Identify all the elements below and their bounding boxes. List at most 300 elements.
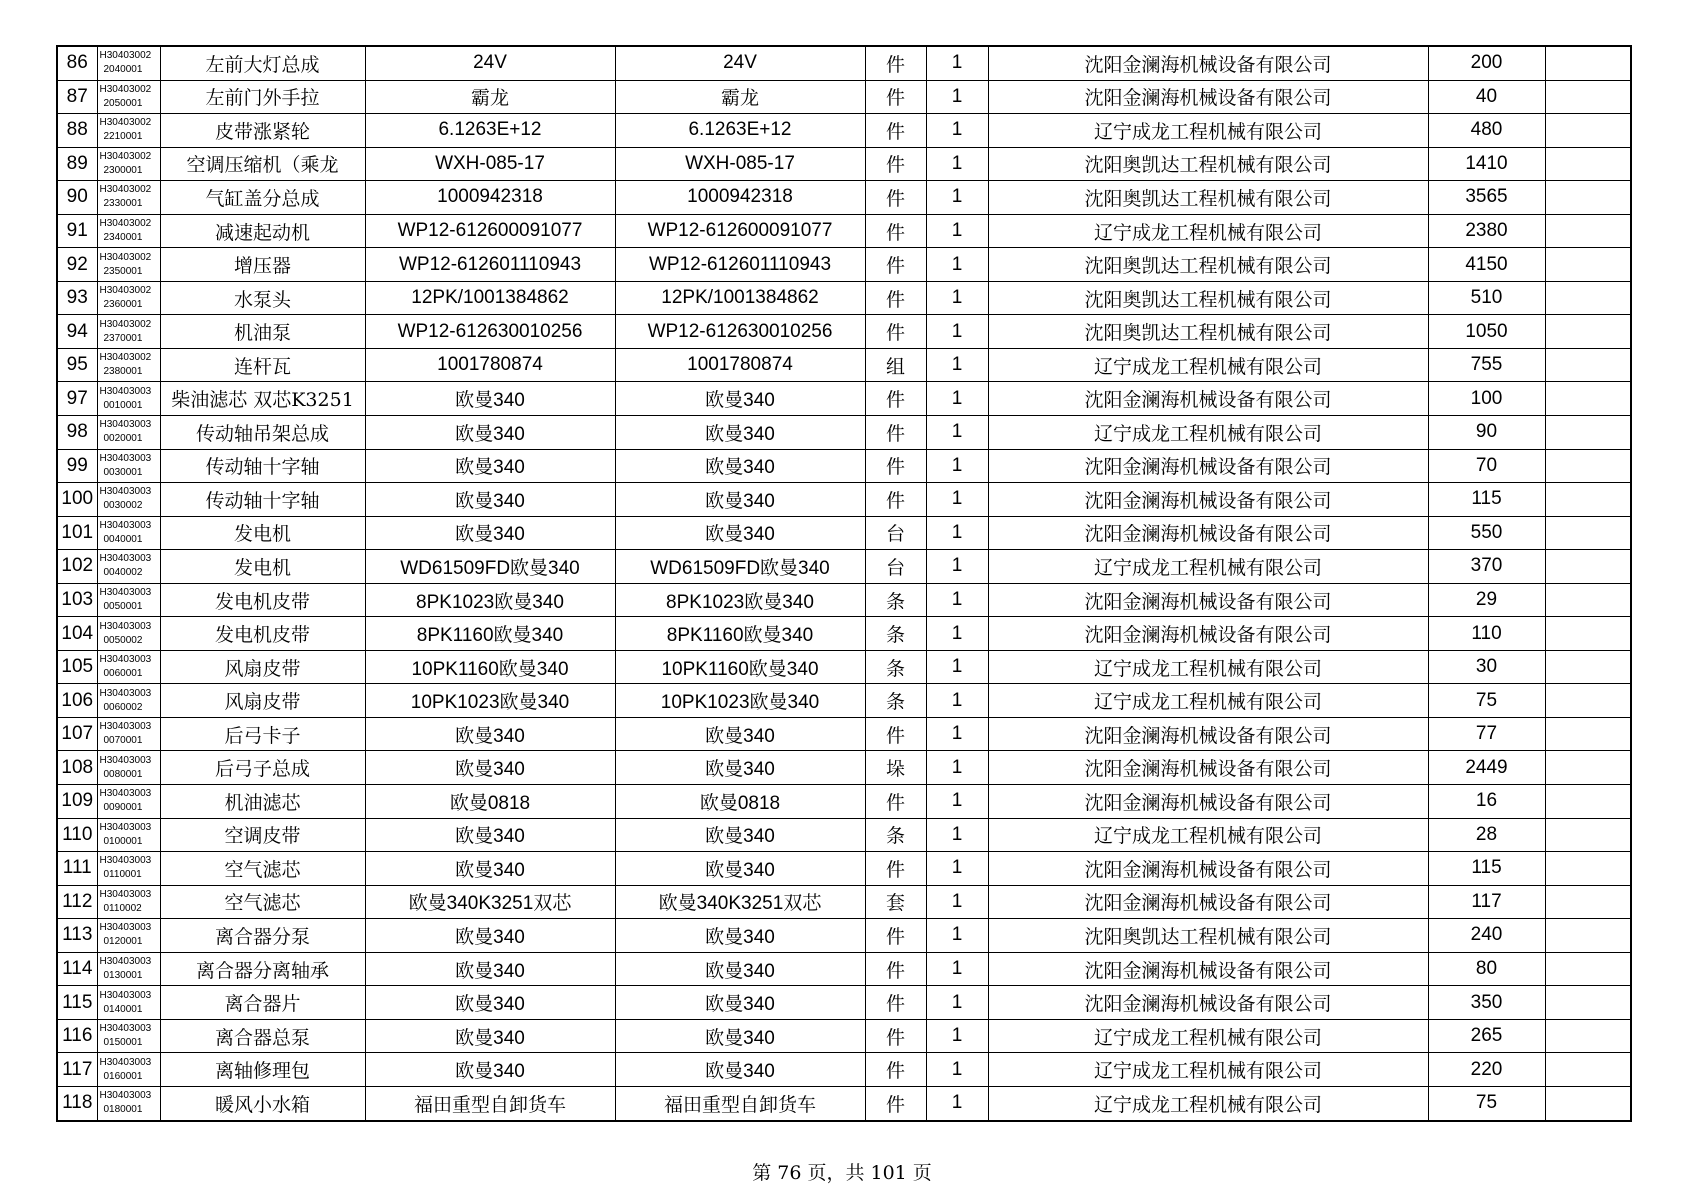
supplier-cell: 沈阳金澜海机械设备有限公司 [988, 717, 1428, 751]
row-number-cell: 94 [57, 315, 97, 349]
unit-cell: 垛 [865, 751, 926, 785]
item-name-cell: 气缸盖分总成 [160, 181, 365, 215]
table-row [57, 483, 1631, 517]
item-code-line2: 0070001 [103, 735, 143, 747]
supplier-cell: 沈阳金澜海机械设备有限公司 [988, 46, 1428, 80]
model-cell: 欧曼340 [615, 852, 865, 886]
spec-cell: 8PK1023欧曼340 [365, 583, 615, 617]
supplier-cell: 沈阳奥凯达工程机械有限公司 [988, 181, 1428, 215]
quantity-cell: 1 [926, 1086, 988, 1120]
row-number-cell: 111 [57, 852, 97, 886]
item-code-cell [97, 1086, 160, 1120]
spec-cell: WP12-612600091077 [365, 214, 615, 248]
price-cell: 265 [1428, 1019, 1545, 1053]
price-cell: 2380 [1428, 214, 1545, 248]
item-code-line1: H30403003 [99, 1090, 152, 1102]
model-cell: WP12-612630010256 [615, 315, 865, 349]
spec-cell: 1000942318 [365, 181, 615, 215]
item-code-line2: 0010001 [103, 399, 143, 411]
item-name-cell: 水泵头 [160, 281, 365, 315]
item-code-cell [97, 214, 160, 248]
remark-cell [1545, 80, 1631, 114]
model-cell: 欧曼340 [615, 818, 865, 852]
item-name-cell: 离合器片 [160, 986, 365, 1020]
quantity-cell: 1 [926, 80, 988, 114]
item-code-line2: 0100001 [103, 835, 143, 847]
item-code-cell [97, 919, 160, 953]
price-cell: 16 [1428, 785, 1545, 819]
model-cell: 8PK1160欧曼340 [615, 617, 865, 651]
table-row [57, 986, 1631, 1020]
item-code-line2: 0110002 [103, 902, 142, 914]
item-name-cell: 连杆瓦 [160, 348, 365, 382]
spec-cell: 欧曼340 [365, 986, 615, 1020]
item-code-cell [97, 1053, 160, 1087]
item-code-line1: H30403003 [99, 922, 152, 934]
unit-cell: 件 [865, 147, 926, 181]
table-row [57, 583, 1631, 617]
item-code-line2: 0040001 [103, 533, 143, 545]
model-cell: 欧曼340 [615, 516, 865, 550]
supplier-cell: 沈阳金澜海机械设备有限公司 [988, 516, 1428, 550]
item-code-line2: 0150001 [103, 1037, 143, 1049]
model-cell: 24V [615, 46, 865, 80]
model-cell: 欧曼340 [615, 717, 865, 751]
row-number-cell: 103 [57, 583, 97, 617]
item-name-cell: 柴油滤芯 双芯K3251 [160, 382, 365, 416]
spec-cell: 福田重型自卸货车 [365, 1086, 615, 1120]
spec-cell: 12PK/1001384862 [365, 281, 615, 315]
model-cell: 1001780874 [615, 348, 865, 382]
supplier-cell: 沈阳金澜海机械设备有限公司 [988, 751, 1428, 785]
model-cell: 欧曼340 [615, 449, 865, 483]
item-code-line1: H30403002 [99, 117, 152, 129]
item-name-cell: 传动轴十字轴 [160, 449, 365, 483]
spec-cell: WXH-085-17 [365, 147, 615, 181]
item-code-line1: H30403003 [99, 654, 152, 666]
price-cell: 117 [1428, 885, 1545, 919]
quantity-cell: 1 [926, 248, 988, 282]
item-name-cell: 左前大灯总成 [160, 46, 365, 80]
item-code-line1: H30403002 [99, 184, 152, 196]
item-code-line1: H30403002 [99, 251, 152, 263]
item-code-line2: 0080001 [103, 768, 143, 780]
item-name-cell: 空调皮带 [160, 818, 365, 852]
item-code-line2: 2350001 [103, 265, 143, 277]
item-code-line1: H30403003 [99, 553, 152, 565]
spec-cell: WD61509FD欧曼340 [365, 550, 615, 584]
row-number-cell: 104 [57, 617, 97, 651]
quantity-cell: 1 [926, 46, 988, 80]
unit-cell: 件 [865, 785, 926, 819]
quantity-cell: 1 [926, 1019, 988, 1053]
unit-cell: 件 [865, 717, 926, 751]
item-name-cell: 机油滤芯 [160, 785, 365, 819]
item-name-cell: 后弓卡子 [160, 717, 365, 751]
price-cell: 75 [1428, 1086, 1545, 1120]
unit-cell: 件 [865, 114, 926, 148]
quantity-cell: 1 [926, 617, 988, 651]
model-cell: 福田重型自卸货车 [615, 1086, 865, 1120]
row-number-cell: 89 [57, 147, 97, 181]
model-cell: 欧曼340 [615, 1019, 865, 1053]
spec-cell: 欧曼340 [365, 852, 615, 886]
row-number-cell: 87 [57, 80, 97, 114]
spec-cell: 6.1263E+12 [365, 114, 615, 148]
row-number-cell: 88 [57, 114, 97, 148]
row-number-cell: 92 [57, 248, 97, 282]
supplier-cell: 沈阳奥凯达工程机械有限公司 [988, 281, 1428, 315]
item-code-cell [97, 483, 160, 517]
unit-cell: 条 [865, 684, 926, 718]
spec-cell: 欧曼0818 [365, 785, 615, 819]
price-cell: 2449 [1428, 751, 1545, 785]
table-row [57, 248, 1631, 282]
table-row [57, 114, 1631, 148]
price-cell: 90 [1428, 416, 1545, 450]
item-name-cell: 风扇皮带 [160, 650, 365, 684]
item-code-line1: H30403003 [99, 1056, 152, 1068]
unit-cell: 件 [865, 449, 926, 483]
row-number-cell: 91 [57, 214, 97, 248]
model-cell: 欧曼340 [615, 919, 865, 953]
price-cell: 755 [1428, 348, 1545, 382]
model-cell: 欧曼0818 [615, 785, 865, 819]
remark-cell [1545, 885, 1631, 919]
row-number-cell: 100 [57, 483, 97, 517]
row-number-cell: 113 [57, 919, 97, 953]
quantity-cell: 1 [926, 449, 988, 483]
supplier-cell: 沈阳金澜海机械设备有限公司 [988, 785, 1428, 819]
price-cell: 110 [1428, 617, 1545, 651]
item-name-cell: 离合器分离轴承 [160, 952, 365, 986]
supplier-cell: 沈阳金澜海机械设备有限公司 [988, 80, 1428, 114]
quantity-cell: 1 [926, 1053, 988, 1087]
remark-cell [1545, 684, 1631, 718]
unit-cell: 件 [865, 852, 926, 886]
item-code-line2: 0060002 [103, 701, 143, 713]
item-name-cell: 减速起动机 [160, 214, 365, 248]
table-row [57, 46, 1631, 80]
item-code-cell [97, 315, 160, 349]
item-code-line1: H30403003 [99, 452, 152, 464]
unit-cell: 件 [865, 986, 926, 1020]
supplier-cell: 辽宁成龙工程机械有限公司 [988, 214, 1428, 248]
price-cell: 80 [1428, 952, 1545, 986]
model-cell: 10PK1160欧曼340 [615, 650, 865, 684]
row-number-cell: 106 [57, 684, 97, 718]
unit-cell: 台 [865, 516, 926, 550]
item-name-cell: 空气滤芯 [160, 885, 365, 919]
item-code-line2: 2380001 [103, 366, 143, 378]
item-name-cell: 皮带涨紧轮 [160, 114, 365, 148]
remark-cell [1545, 382, 1631, 416]
supplier-cell: 辽宁成龙工程机械有限公司 [988, 114, 1428, 148]
unit-cell: 件 [865, 952, 926, 986]
spec-cell: 欧曼340 [365, 952, 615, 986]
spec-cell: 欧曼340K3251双芯 [365, 885, 615, 919]
item-code-line1: H30403003 [99, 385, 152, 397]
quantity-cell: 1 [926, 348, 988, 382]
spec-cell: 欧曼340 [365, 416, 615, 450]
table-row [57, 147, 1631, 181]
item-code-line1: H30403003 [99, 956, 152, 968]
quantity-cell: 1 [926, 650, 988, 684]
item-code-line1: H30403002 [99, 83, 152, 95]
item-name-cell: 离轴修理包 [160, 1053, 365, 1087]
item-code-cell [97, 885, 160, 919]
item-code-cell [97, 751, 160, 785]
remark-cell [1545, 1086, 1631, 1120]
item-code-line1: H30403003 [99, 888, 152, 900]
model-cell: 12PK/1001384862 [615, 281, 865, 315]
remark-cell [1545, 416, 1631, 450]
spec-cell: WP12-612630010256 [365, 315, 615, 349]
item-code-cell [97, 1019, 160, 1053]
supplier-cell: 辽宁成龙工程机械有限公司 [988, 550, 1428, 584]
supplier-cell: 沈阳金澜海机械设备有限公司 [988, 986, 1428, 1020]
item-code-line2: 0120001 [103, 936, 143, 948]
quantity-cell: 1 [926, 416, 988, 450]
item-code-cell [97, 348, 160, 382]
item-code-line2: 2360001 [103, 299, 143, 311]
item-code-cell [97, 416, 160, 450]
item-code-cell [97, 818, 160, 852]
quantity-cell: 1 [926, 114, 988, 148]
table-row [57, 315, 1631, 349]
price-cell: 3565 [1428, 181, 1545, 215]
quantity-cell: 1 [926, 281, 988, 315]
supplier-cell: 沈阳金澜海机械设备有限公司 [988, 583, 1428, 617]
remark-cell [1545, 550, 1631, 584]
item-code-cell [97, 516, 160, 550]
quantity-cell: 1 [926, 986, 988, 1020]
supplier-cell: 沈阳金澜海机械设备有限公司 [988, 617, 1428, 651]
price-cell: 40 [1428, 80, 1545, 114]
spec-cell: 1001780874 [365, 348, 615, 382]
supplier-cell: 沈阳奥凯达工程机械有限公司 [988, 248, 1428, 282]
item-code-line2: 0050002 [103, 634, 143, 646]
price-cell: 200 [1428, 46, 1545, 80]
item-code-line1: H30403003 [99, 587, 152, 599]
spec-cell: 欧曼340 [365, 1019, 615, 1053]
quantity-cell: 1 [926, 751, 988, 785]
quantity-cell: 1 [926, 382, 988, 416]
model-cell: 8PK1023欧曼340 [615, 583, 865, 617]
item-code-cell [97, 583, 160, 617]
model-cell: 霸龙 [615, 80, 865, 114]
item-name-cell: 增压器 [160, 248, 365, 282]
unit-cell: 件 [865, 382, 926, 416]
quantity-cell: 1 [926, 315, 988, 349]
remark-cell [1545, 181, 1631, 215]
item-code-cell [97, 617, 160, 651]
item-code-line2: 0040002 [103, 567, 143, 579]
price-cell: 1050 [1428, 315, 1545, 349]
item-code-line2: 0180001 [103, 1104, 143, 1116]
supplier-cell: 沈阳金澜海机械设备有限公司 [988, 852, 1428, 886]
item-code-cell [97, 550, 160, 584]
quantity-cell: 1 [926, 516, 988, 550]
item-code-line1: H30403003 [99, 788, 152, 800]
supplier-cell: 沈阳奥凯达工程机械有限公司 [988, 147, 1428, 181]
unit-cell: 件 [865, 281, 926, 315]
unit-cell: 套 [865, 885, 926, 919]
supplier-cell: 沈阳奥凯达工程机械有限公司 [988, 315, 1428, 349]
quantity-cell: 1 [926, 717, 988, 751]
row-number-cell: 109 [57, 785, 97, 819]
row-number-cell: 115 [57, 986, 97, 1020]
row-number-cell: 95 [57, 348, 97, 382]
table-row [57, 818, 1631, 852]
unit-cell: 件 [865, 248, 926, 282]
item-code-line1: H30403003 [99, 419, 152, 431]
spec-cell: 10PK1023欧曼340 [365, 684, 615, 718]
model-cell: WP12-612601110943 [615, 248, 865, 282]
item-code-cell [97, 852, 160, 886]
model-cell: WXH-085-17 [615, 147, 865, 181]
spec-cell: 24V [365, 46, 615, 80]
item-code-line2: 0060001 [103, 668, 143, 680]
item-name-cell: 左前门外手拉 [160, 80, 365, 114]
remark-cell [1545, 1019, 1631, 1053]
supplier-cell: 沈阳金澜海机械设备有限公司 [988, 885, 1428, 919]
remark-cell [1545, 46, 1631, 80]
item-name-cell: 发电机皮带 [160, 617, 365, 651]
supplier-cell: 辽宁成龙工程机械有限公司 [988, 1086, 1428, 1120]
row-number-cell: 105 [57, 650, 97, 684]
remark-cell [1545, 952, 1631, 986]
price-cell: 30 [1428, 650, 1545, 684]
remark-cell [1545, 751, 1631, 785]
price-cell: 350 [1428, 986, 1545, 1020]
price-cell: 29 [1428, 583, 1545, 617]
row-number-cell: 114 [57, 952, 97, 986]
table-row [57, 449, 1631, 483]
unit-cell: 件 [865, 483, 926, 517]
price-cell: 70 [1428, 449, 1545, 483]
model-cell: 欧曼340 [615, 416, 865, 450]
unit-cell: 件 [865, 214, 926, 248]
table-row [57, 650, 1631, 684]
item-code-line1: H30403002 [99, 218, 152, 229]
remark-cell [1545, 516, 1631, 550]
item-code-line1: H30403002 [99, 285, 152, 297]
row-number-cell: 99 [57, 449, 97, 483]
remark-cell [1545, 1053, 1631, 1087]
model-cell: 欧曼340 [615, 1053, 865, 1087]
quantity-cell: 1 [926, 852, 988, 886]
remark-cell [1545, 214, 1631, 248]
table-row [57, 550, 1631, 584]
item-name-cell: 发电机皮带 [160, 583, 365, 617]
spec-cell: 欧曼340 [365, 382, 615, 416]
table-row [57, 214, 1631, 248]
supplier-cell: 沈阳金澜海机械设备有限公司 [988, 382, 1428, 416]
supplier-cell: 沈阳金澜海机械设备有限公司 [988, 449, 1428, 483]
item-code-cell [97, 181, 160, 215]
remark-cell [1545, 852, 1631, 886]
item-code-cell [97, 449, 160, 483]
quantity-cell: 1 [926, 147, 988, 181]
item-name-cell: 风扇皮带 [160, 684, 365, 718]
remark-cell [1545, 818, 1631, 852]
model-cell: WP12-612600091077 [615, 214, 865, 248]
table-row [57, 382, 1631, 416]
quantity-cell: 1 [926, 550, 988, 584]
item-code-line2: 0030002 [103, 500, 143, 512]
spec-cell: 8PK1160欧曼340 [365, 617, 615, 651]
item-code-cell [97, 382, 160, 416]
item-name-cell: 机油泵 [160, 315, 365, 349]
model-cell: WD61509FD欧曼340 [615, 550, 865, 584]
price-cell: 75 [1428, 684, 1545, 718]
item-code-cell [97, 80, 160, 114]
remark-cell [1545, 449, 1631, 483]
model-cell: 欧曼340 [615, 952, 865, 986]
table-row [57, 785, 1631, 819]
table-row [57, 348, 1631, 382]
row-number-cell: 110 [57, 818, 97, 852]
unit-cell: 件 [865, 919, 926, 953]
quantity-cell: 1 [926, 214, 988, 248]
spec-cell: 欧曼340 [365, 483, 615, 517]
spec-cell: 欧曼340 [365, 1053, 615, 1087]
spec-cell: WP12-612601110943 [365, 248, 615, 282]
quantity-cell: 1 [926, 785, 988, 819]
model-cell: 欧曼340 [615, 751, 865, 785]
item-code-line1: H30403002 [99, 50, 152, 62]
remark-cell [1545, 114, 1631, 148]
table-row [57, 885, 1631, 919]
item-code-line1: H30403003 [99, 821, 152, 833]
supplier-cell: 辽宁成龙工程机械有限公司 [988, 684, 1428, 718]
item-code-line1: H30403003 [99, 855, 152, 867]
spec-cell: 欧曼340 [365, 717, 615, 751]
supplier-cell: 辽宁成龙工程机械有限公司 [988, 1019, 1428, 1053]
table-row [57, 952, 1631, 986]
supplier-cell: 辽宁成龙工程机械有限公司 [988, 416, 1428, 450]
item-code-line2: 2050001 [103, 97, 143, 109]
remark-cell [1545, 650, 1631, 684]
unit-cell: 件 [865, 1086, 926, 1120]
row-number-cell: 101 [57, 516, 97, 550]
spec-cell: 霸龙 [365, 80, 615, 114]
table-row [57, 919, 1631, 953]
item-code-line1: H30403003 [99, 721, 152, 733]
row-number-cell: 102 [57, 550, 97, 584]
item-code-line1: H30403003 [99, 754, 152, 766]
price-cell: 100 [1428, 382, 1545, 416]
table-row [57, 617, 1631, 651]
row-number-cell: 98 [57, 416, 97, 450]
supplier-cell: 沈阳奥凯达工程机械有限公司 [988, 919, 1428, 953]
table-row [57, 281, 1631, 315]
quantity-cell: 1 [926, 583, 988, 617]
quantity-cell: 1 [926, 952, 988, 986]
model-cell: 欧曼340K3251双芯 [615, 885, 865, 919]
unit-cell: 件 [865, 1019, 926, 1053]
item-code-line2: 2210001 [103, 131, 143, 143]
spec-cell: 欧曼340 [365, 751, 615, 785]
item-name-cell: 发电机 [160, 550, 365, 584]
model-cell: 欧曼340 [615, 382, 865, 416]
price-cell: 28 [1428, 818, 1545, 852]
table-row [57, 80, 1631, 114]
item-code-line1: H30403003 [99, 687, 152, 699]
remark-cell [1545, 483, 1631, 517]
item-code-line2: 0160001 [103, 1070, 143, 1082]
